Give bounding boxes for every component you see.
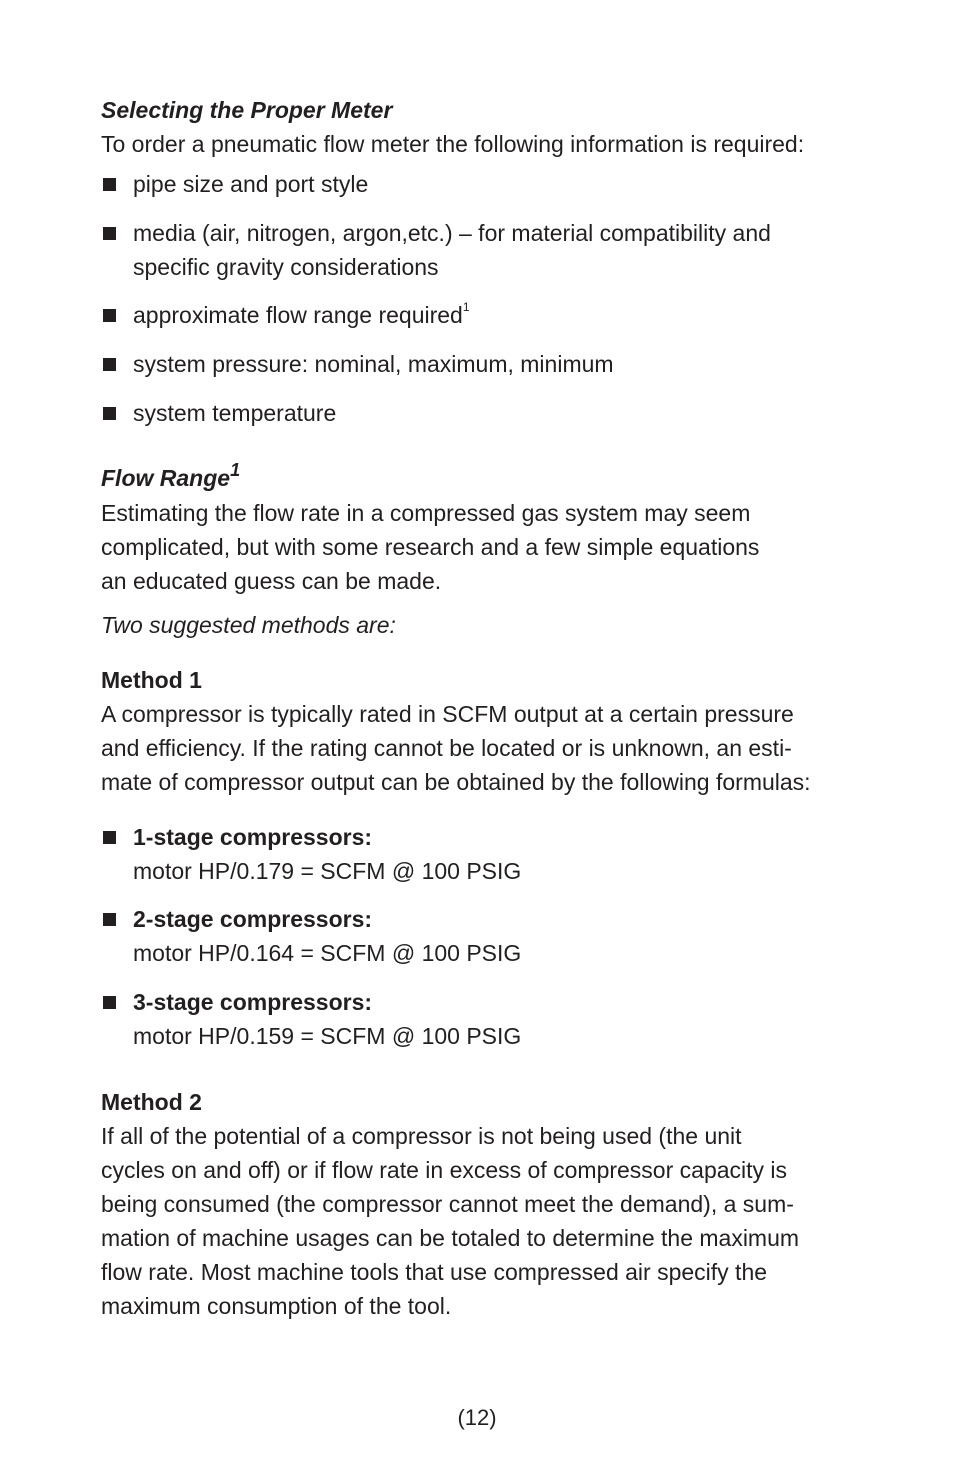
bullet-square-icon (103, 913, 116, 926)
formula-text: motor HP/0.179 = SCFM @ 100 PSIG (133, 858, 522, 884)
formula-text: motor HP/0.159 = SCFM @ 100 PSIG (133, 1023, 522, 1049)
list-item-text: system pressure: nominal, maximum, minimum (133, 351, 614, 377)
bullet-square-icon (103, 227, 116, 240)
list-item-text: system temperature (133, 400, 337, 426)
bullet-square-icon (103, 358, 116, 371)
flow-range-paragraph: Estimating the flow rate in a compressed gas system may seem complicated, but with some research and a few simple equations an educated guess can be made. (101, 500, 760, 594)
footnote-marker: 1 (230, 460, 241, 480)
section-heading-flow-range: Flow Range$^1$ (101, 460, 241, 491)
bullet-square-icon (103, 309, 116, 322)
list-item-text: specific gravity considerations (133, 254, 439, 280)
formula-text: motor HP/0.164 = SCFM @ 100 PSIG (133, 940, 522, 966)
intro-text: To order a pneumatic flow meter the following information is required: (101, 131, 805, 157)
bullet-square-icon (103, 831, 116, 844)
method-2-heading: Method 2 (101, 1089, 202, 1115)
bullet-square-icon (103, 178, 116, 191)
bullet-square-icon (103, 996, 116, 1009)
list-item-text: media (air, nitrogen, argon,etc.) – for material compatibility and (133, 220, 771, 246)
bullet-square-icon (103, 407, 116, 420)
list-item-text: pipe size and port style (133, 171, 369, 197)
page-number: (12) (457, 1405, 497, 1430)
method-1-heading: Method 1 (101, 667, 202, 693)
formula-label: 1-stage compressors: (133, 824, 373, 850)
list-item-text: approximate flow range required$^1$ (133, 300, 470, 328)
section-heading-selecting-meter: Selecting the Proper Meter (101, 97, 393, 123)
formula-label: 3-stage compressors: (133, 989, 373, 1015)
footnote-marker: 1 (462, 300, 470, 314)
method-1-paragraph: A compressor is typically rated in SCFM output at a certain pressure and efficiency. If the rating cannot be located or is unknown, an esti- mate of compressor output can be obtained by the following formulas: (101, 701, 811, 795)
method-2-paragraph: If all of the potential of a compressor is not being used (the unit cycles on and off) or if flow rate in excess of compressor capacity is being consumed (the compressor cannot meet the demand), a sum- mation of machine usages can be totaled to determine the maximum flow rate. Most machine tools that use compressed air specify the maximum consumption of the tool. (101, 1123, 800, 1319)
methods-intro: Two suggested methods are: (101, 612, 396, 638)
formula-label: 2-stage compressors: (133, 906, 373, 932)
